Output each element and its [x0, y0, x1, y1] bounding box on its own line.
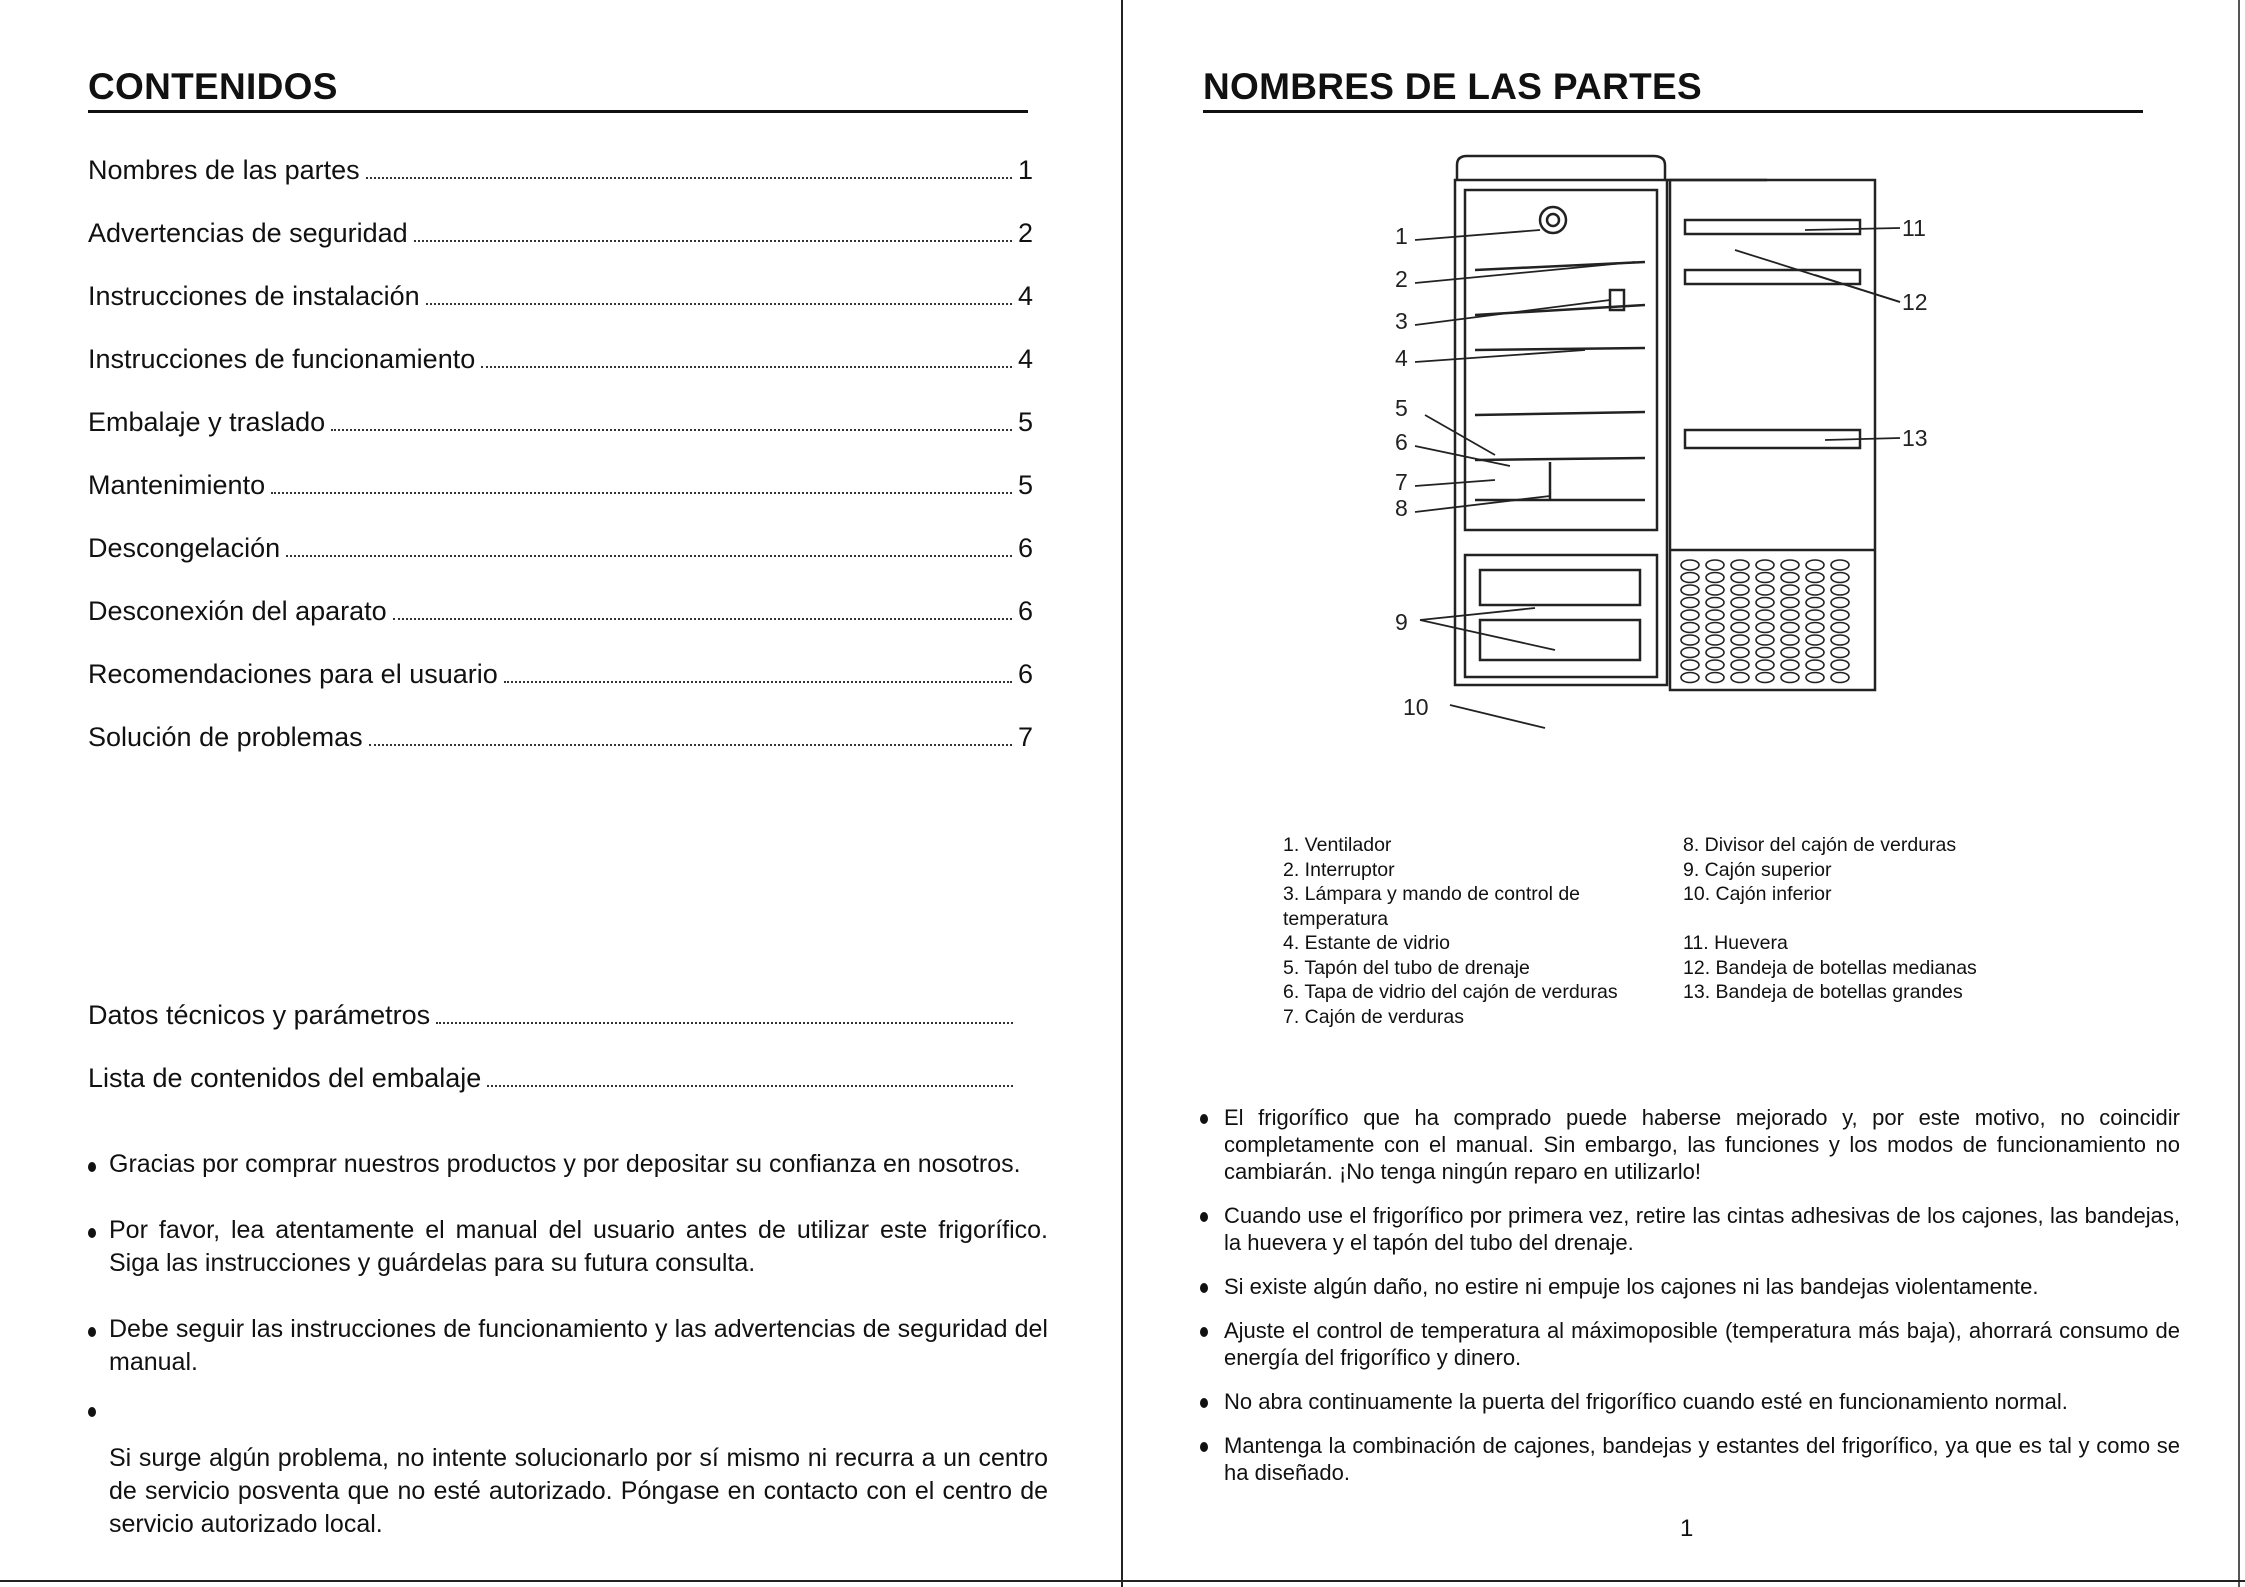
leader-line-3	[1415, 300, 1610, 325]
toc-entry[interactable]	[88, 218, 1033, 281]
toc-leader	[286, 555, 1012, 557]
callout-number: 12	[1902, 289, 1928, 315]
toc-entry[interactable]	[88, 344, 1033, 407]
gasket-oval	[1756, 623, 1774, 633]
legend-item: 10. Cajón inferior	[1683, 883, 1832, 905]
gasket-oval	[1806, 623, 1824, 633]
lower-drawer	[1480, 620, 1640, 660]
gasket-oval	[1806, 660, 1824, 670]
toc-leader	[426, 303, 1012, 305]
shelf-line	[1475, 348, 1645, 350]
leader-line-10	[1450, 705, 1545, 728]
legend-item: 11. Huevera	[1683, 932, 1788, 954]
gasket-oval	[1831, 660, 1849, 670]
callout-number: 7	[1395, 469, 1408, 495]
toc-label: Solución de problemas	[88, 722, 363, 752]
bullet-item: Cuando use el frigorífico por primera vez, retire las cintas adhesivas de los cajones, las bandejas, la huevera y el tapón del tubo del drenaje.	[1200, 1202, 2180, 1256]
intro-bullet-list	[88, 1148, 1048, 1421]
toc-page-number: 6	[1017, 533, 1033, 563]
gasket-oval	[1681, 635, 1699, 645]
gasket-oval	[1706, 623, 1724, 633]
gasket-oval	[1681, 573, 1699, 583]
fridge-body	[1455, 180, 1667, 685]
legend-item: 9. Cajón superior	[1683, 858, 1832, 881]
toc-entry[interactable]	[88, 1063, 1013, 1126]
gasket-oval	[1781, 610, 1799, 620]
leader-line-11	[1805, 228, 1900, 230]
gasket-oval	[1731, 598, 1749, 608]
bullet-item: Si existe algún daño, no estire ni empuje los cajones ni las bandejas violentamente.	[1200, 1273, 2180, 1300]
legend-item: 5. Tapón del tubo de drenaje	[1283, 956, 1530, 979]
fridge-compartment	[1465, 190, 1657, 530]
toc-label: Nombres de las partes	[88, 155, 360, 185]
gasket-oval	[1831, 635, 1849, 645]
contents-heading: CONTENIDOS	[88, 66, 1028, 113]
gasket-oval	[1831, 598, 1849, 608]
toc-label: Embalaje y traslado	[88, 407, 326, 437]
gasket-oval	[1806, 610, 1824, 620]
toc-leader	[271, 492, 1012, 494]
gasket-oval	[1831, 648, 1849, 658]
toc-page-number: 2	[1017, 218, 1033, 248]
leader-line-5	[1425, 415, 1495, 455]
leader-line-13	[1825, 438, 1900, 440]
legend-item: 6. Tapa de vidrio del cajón de verduras	[1283, 981, 1618, 1003]
legend-item: 13. Bandeja de botellas grandes	[1683, 981, 1963, 1003]
gasket-oval	[1806, 585, 1824, 595]
toc-page-number: 6	[1017, 659, 1033, 689]
bullet-item: Debe seguir las instrucciones de funcionamiento y las advertencias de seguridad del manual.	[88, 1313, 1048, 1379]
legend-item: 8. Divisor del cajón de verduras	[1683, 834, 1957, 856]
parts-legend-right	[1683, 833, 1977, 1005]
fridge-top-outline	[1457, 156, 1665, 180]
upper-drawer	[1480, 570, 1640, 605]
toc-label: Instrucciones de instalación	[88, 281, 420, 311]
toc-entry[interactable]	[88, 596, 1033, 659]
toc-leader	[487, 1085, 1013, 1087]
gasket-oval	[1781, 573, 1799, 583]
usage-bullet-list	[1200, 1104, 2180, 1503]
leader-line-2	[1415, 262, 1635, 283]
gasket-oval	[1731, 560, 1749, 570]
gasket-oval	[1781, 598, 1799, 608]
gasket-oval	[1706, 573, 1724, 583]
leader-line-6	[1415, 446, 1510, 466]
legend-item: 1. Ventilador	[1283, 834, 1392, 856]
left-page	[0, 0, 1122, 1587]
toc-page-number: 1	[1017, 155, 1033, 185]
page-number: 1	[1680, 1515, 1694, 1542]
gasket-oval	[1756, 573, 1774, 583]
bullet-item: El frigorífico que ha comprado puede haberse mejorado y, por este motivo, no coincidir completamente con el manual. Sin embargo, las funciones y los modos de funcionamiento no cambiarán. ¡No tenga ningún reparo en utilizarlo!	[1200, 1104, 2180, 1185]
toc-entry[interactable]	[88, 155, 1033, 218]
leader-line-9b	[1420, 620, 1555, 650]
toc-page-number: 7	[1017, 722, 1033, 752]
toc-label: Desconexión del aparato	[88, 596, 387, 626]
gasket-oval	[1706, 598, 1724, 608]
bullet-item: Ajuste el control de temperatura al máximoposible (temperatura más baja), ahorrará consumo de energía del frigorífico y dinero.	[1200, 1317, 2180, 1371]
legend-item: 12. Bandeja de botellas medianas	[1683, 956, 1977, 979]
callout-number: 11	[1902, 215, 1926, 241]
legend-item: temperatura	[1283, 907, 1389, 930]
legend-item: 4. Estante de vidrio	[1283, 932, 1450, 954]
gasket-oval	[1681, 623, 1699, 633]
gasket-oval	[1781, 623, 1799, 633]
toc-leader	[504, 681, 1012, 683]
gasket-oval	[1756, 610, 1774, 620]
callout-number: 4	[1395, 345, 1408, 371]
leader-line-1	[1415, 230, 1540, 240]
callout-number: 1	[1395, 223, 1408, 249]
legend-item: 7. Cajón de verduras	[1283, 1005, 1465, 1028]
toc-label: Descongelación	[88, 533, 281, 563]
gasket-oval	[1706, 648, 1724, 658]
gasket-oval	[1706, 635, 1724, 645]
gasket-oval	[1781, 648, 1799, 658]
crisper-cover-line	[1475, 458, 1645, 460]
gasket-oval	[1706, 585, 1724, 595]
toc-leader	[393, 618, 1012, 620]
toc-page-number: 4	[1017, 344, 1033, 374]
gasket-oval	[1706, 610, 1724, 620]
gasket-oval	[1806, 673, 1824, 683]
gasket-oval	[1731, 635, 1749, 645]
callout-number: 2	[1395, 266, 1408, 292]
toc-label: Advertencias de seguridad	[88, 218, 408, 248]
callout-number: 5	[1395, 395, 1408, 421]
bullet-item: Gracias por comprar nuestros productos y por depositar su confianza en nosotros.	[88, 1148, 1048, 1181]
gasket-oval	[1731, 660, 1749, 670]
legend-spacer	[1683, 907, 1977, 932]
toc-page-number: 5	[1017, 407, 1033, 437]
gasket-oval	[1831, 673, 1849, 683]
gasket-oval	[1781, 560, 1799, 570]
gasket-oval	[1831, 585, 1849, 595]
toc-entry[interactable]	[88, 1000, 1013, 1063]
gasket-oval	[1806, 635, 1824, 645]
callout-number: 3	[1395, 308, 1408, 334]
toc-leader	[481, 366, 1012, 368]
toc-entry[interactable]	[88, 533, 1033, 596]
gasket-oval	[1731, 623, 1749, 633]
bullet-item: Por favor, lea atentamente el manual del usuario antes de utilizar este frigorífico. Siga las instrucciones y guárdelas para su futura consulta.	[88, 1214, 1048, 1280]
gasket-oval	[1756, 585, 1774, 595]
gasket-oval	[1806, 560, 1824, 570]
toc-label: Datos técnicos y parámetros	[88, 1000, 431, 1030]
gasket-oval	[1731, 673, 1749, 683]
leader-line-4	[1415, 350, 1585, 362]
toc-entry[interactable]	[88, 470, 1033, 533]
callout-number: 10	[1403, 694, 1429, 720]
gasket-oval	[1831, 573, 1849, 583]
leader-line-9	[1420, 608, 1535, 620]
toc-label: Lista de contenidos del embalaje	[88, 1063, 482, 1093]
bullet-continuation: Si surge algún problema, no intente solucionarlo por sí mismo ni recurra a un centro de servicio posventa que no esté autorizado. Póngase en contacto con el centro de servicio autorizado local.	[109, 1444, 1048, 1538]
toc-label: Mantenimiento	[88, 470, 266, 500]
toc-page-number: 6	[1017, 596, 1033, 626]
fan-hub	[1547, 214, 1559, 226]
table-of-contents-extra	[88, 1000, 1013, 1126]
toc-entry[interactable]	[88, 407, 1033, 470]
bullet-item: Mantenga la combinación de cajones, bandejas y estantes del frigorífico, ya que es tal y como se ha diseñado.	[1200, 1432, 2180, 1486]
toc-leader	[414, 240, 1012, 242]
callout-number: 9	[1395, 609, 1408, 635]
gasket-oval	[1831, 610, 1849, 620]
gasket-oval	[1781, 673, 1799, 683]
parts-heading: NOMBRES DE LAS PARTES	[1203, 66, 2143, 113]
gasket-oval	[1731, 585, 1749, 595]
gasket-oval	[1806, 598, 1824, 608]
gasket-oval	[1681, 560, 1699, 570]
gasket-oval	[1706, 560, 1724, 570]
toc-entry[interactable]	[88, 722, 1033, 785]
gasket-oval	[1731, 648, 1749, 658]
gasket-oval	[1756, 660, 1774, 670]
gasket-oval	[1781, 660, 1799, 670]
toc-leader	[331, 429, 1012, 431]
toc-leader	[369, 744, 1012, 746]
toc-leader	[366, 177, 1012, 179]
toc-label: Instrucciones de funcionamiento	[88, 344, 476, 374]
table-of-contents	[88, 155, 1033, 785]
gasket-oval	[1731, 573, 1749, 583]
fridge-door	[1670, 180, 1875, 690]
toc-label: Recomendaciones para el usuario	[88, 659, 498, 689]
refrigerator-diagram	[1395, 150, 1935, 820]
gasket-oval	[1781, 585, 1799, 595]
bullet-item: No abra continuamente la puerta del frigorífico cuando esté en funcionamiento normal.	[1200, 1388, 2180, 1415]
gasket-oval	[1681, 610, 1699, 620]
gasket-oval	[1681, 660, 1699, 670]
door-gasket-pattern	[1681, 560, 1849, 683]
callout-number: 8	[1395, 495, 1408, 521]
gasket-oval	[1831, 560, 1849, 570]
gasket-oval	[1731, 610, 1749, 620]
gasket-oval	[1781, 635, 1799, 645]
toc-page-number: 4	[1017, 281, 1033, 311]
freezer-compartment	[1465, 555, 1657, 677]
gasket-oval	[1681, 598, 1699, 608]
gasket-oval	[1681, 673, 1699, 683]
egg-tray	[1685, 220, 1860, 234]
leader-line-12b	[1815, 275, 1900, 302]
toc-page-number: 5	[1017, 470, 1033, 500]
parts-legend-left	[1283, 833, 1618, 1029]
legend-item: 2. Interruptor	[1283, 858, 1395, 881]
gasket-oval	[1756, 598, 1774, 608]
gasket-oval	[1681, 585, 1699, 595]
callout-number: 6	[1395, 429, 1408, 455]
gasket-oval	[1756, 635, 1774, 645]
legend-item: 3. Lámpara y mando de control de	[1283, 883, 1581, 905]
toc-leader	[436, 1022, 1013, 1024]
fan-shape	[1540, 207, 1566, 233]
gasket-oval	[1756, 673, 1774, 683]
toc-entry[interactable]	[88, 659, 1033, 722]
gasket-oval	[1806, 573, 1824, 583]
gasket-oval	[1681, 648, 1699, 658]
toc-entry[interactable]	[88, 281, 1033, 344]
shelf-line	[1475, 412, 1645, 415]
gasket-oval	[1831, 623, 1849, 633]
gasket-oval	[1706, 673, 1724, 683]
gasket-oval	[1756, 648, 1774, 658]
callout-number: 13	[1902, 425, 1928, 451]
gasket-oval	[1806, 648, 1824, 658]
gasket-oval	[1706, 660, 1724, 670]
leader-line-8	[1415, 496, 1550, 512]
bullet-item-empty	[88, 1393, 1048, 1413]
gasket-oval	[1756, 560, 1774, 570]
